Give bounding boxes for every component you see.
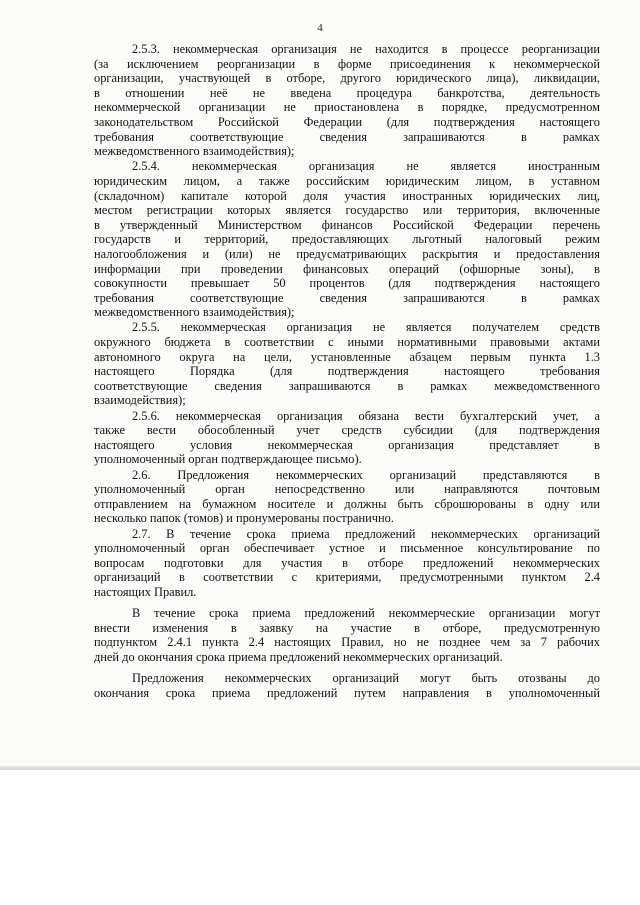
text-line: настоящего условия некоммерческая организация представляет в (94, 437, 600, 452)
paragraph-p-2-5-3 (94, 42, 600, 159)
text-line: межведомственного взаимодействия); (94, 144, 295, 159)
text-line: информации при проведении финансовых операций (офшорные зоны), в (94, 261, 600, 276)
page-number: 4 (317, 22, 323, 34)
text-line: соответствующие сведения запрашиваются в рамках межведомственного (94, 378, 600, 393)
text-line: окружного бюджета в соответствии с иными нормативными правовыми актами (94, 335, 600, 350)
paragraph-p-withdraw (94, 671, 600, 700)
text-line: организаций в соответствии с критериями, предусмотренными пунктом 2.4 (94, 570, 600, 585)
text-line: государств и территорий, предоставляющих льготный налоговый режим (94, 232, 600, 247)
paragraph-p-2-5-6 (94, 409, 600, 467)
text-line: местом регистрации которых является государство или территория, включенные (94, 203, 600, 218)
text-line: налогообложения и (или) не предусматривающих раскрытия и предоставления (94, 246, 600, 261)
text-line: 2.5.3. некоммерческая организация не находится в процессе реорганизации (132, 42, 600, 56)
text-line: вопросам подготовки для участия в отборе предложений некоммерческих (94, 555, 600, 570)
text-line: настоящих Правил. (94, 584, 197, 599)
text-line: требования соответствующие сведения запрашиваются в рамках (94, 290, 600, 305)
text-line: требования соответствующие сведения запрашиваются в рамках (94, 129, 600, 144)
text-line: окончания срока приема предложений путем направления в уполномоченный (94, 685, 600, 700)
text-line: 2.6. Предложения некоммерческих организаций представляются в (132, 467, 600, 482)
text-line: подпунктом 2.4.1 пункта 2.4 настоящих Правил, но не позднее чем за 7 рабочих (94, 635, 600, 650)
text-line: 2.5.5. некоммерческая организация не является получателем средств (132, 320, 600, 335)
text-line: уполномоченный орган непосредственно или направляются почтовым (94, 482, 600, 497)
paragraph-p-changes (94, 606, 600, 664)
text-line: 2.5.6. некоммерческая организация обязана вести бухгалтерский учет, а (132, 408, 600, 423)
scan-bottom-edge (0, 766, 640, 770)
text-line: 2.5.4. некоммерческая организация не является иностранным (132, 159, 600, 174)
text-line: 2.7. В течение срока приема предложений некоммерческих организаций (132, 526, 600, 541)
text-line: отправлением на бумажном носителе и должны быть сброшюрованы в одну или (94, 496, 600, 511)
text-line: несколько папок (томов) и пронумерованы постранично. (94, 511, 394, 526)
text-line: В течение срока приема предложений некоммерческие организации могут (132, 606, 600, 621)
document-body (94, 42, 600, 701)
text-line: внести изменения в заявку на участие в отборе, предусмотренную (94, 620, 600, 635)
text-line: некоммерческой организации не приостановлена в порядке, предусмотренном (94, 100, 600, 115)
text-line: (за исключением реорганизации в форме присоединения к некоммерческой (94, 56, 600, 71)
paragraph-p-2-7 (94, 527, 600, 600)
text-line: настоящего Порядка (для подтверждения настоящего требования (94, 364, 600, 379)
text-line: автономного округа на цели, установленные абзацем первым пункта 1.3 (94, 349, 600, 364)
text-line: в утвержденный Министерством финансов Российской Федерации перечень (94, 217, 600, 232)
text-line: уполномоченный орган подтверждающее письмо). (94, 452, 362, 467)
text-line: также вести обособленный учет средств субсидии (для подтверждения (94, 423, 600, 438)
text-line: совокупности превышает 50 процентов (для подтверждения настоящего (94, 276, 600, 291)
paragraph-p-2-6 (94, 468, 600, 526)
paragraph-p-2-5-4 (94, 159, 600, 320)
text-line: в отношении неё не введена процедура банкротства, деятельность (94, 85, 600, 100)
text-line: Предложения некоммерческих организаций могут быть отозваны до (132, 671, 600, 686)
paragraph-p-2-5-5 (94, 320, 600, 408)
text-line: уполномоченный орган обеспечивает устное и письменное консультирование по (94, 541, 600, 556)
text-line: законодательством Российской Федерации (для подтверждения настоящего (94, 114, 600, 129)
text-line: юридическим лицом, а также российским юридическим лицом, в уставном (94, 173, 600, 188)
text-line: (складочном) капитале которой доля участия иностранных юридических лиц, (94, 188, 600, 203)
text-line: дней до окончания срока приема предложений некоммерческих организаций. (94, 649, 503, 664)
text-line: организации, участвующей в отборе, другого юридического лица), ликвидации, (94, 71, 600, 86)
text-line: межведомственного взаимодействия); (94, 305, 295, 320)
text-line: взаимодействия); (94, 393, 186, 408)
